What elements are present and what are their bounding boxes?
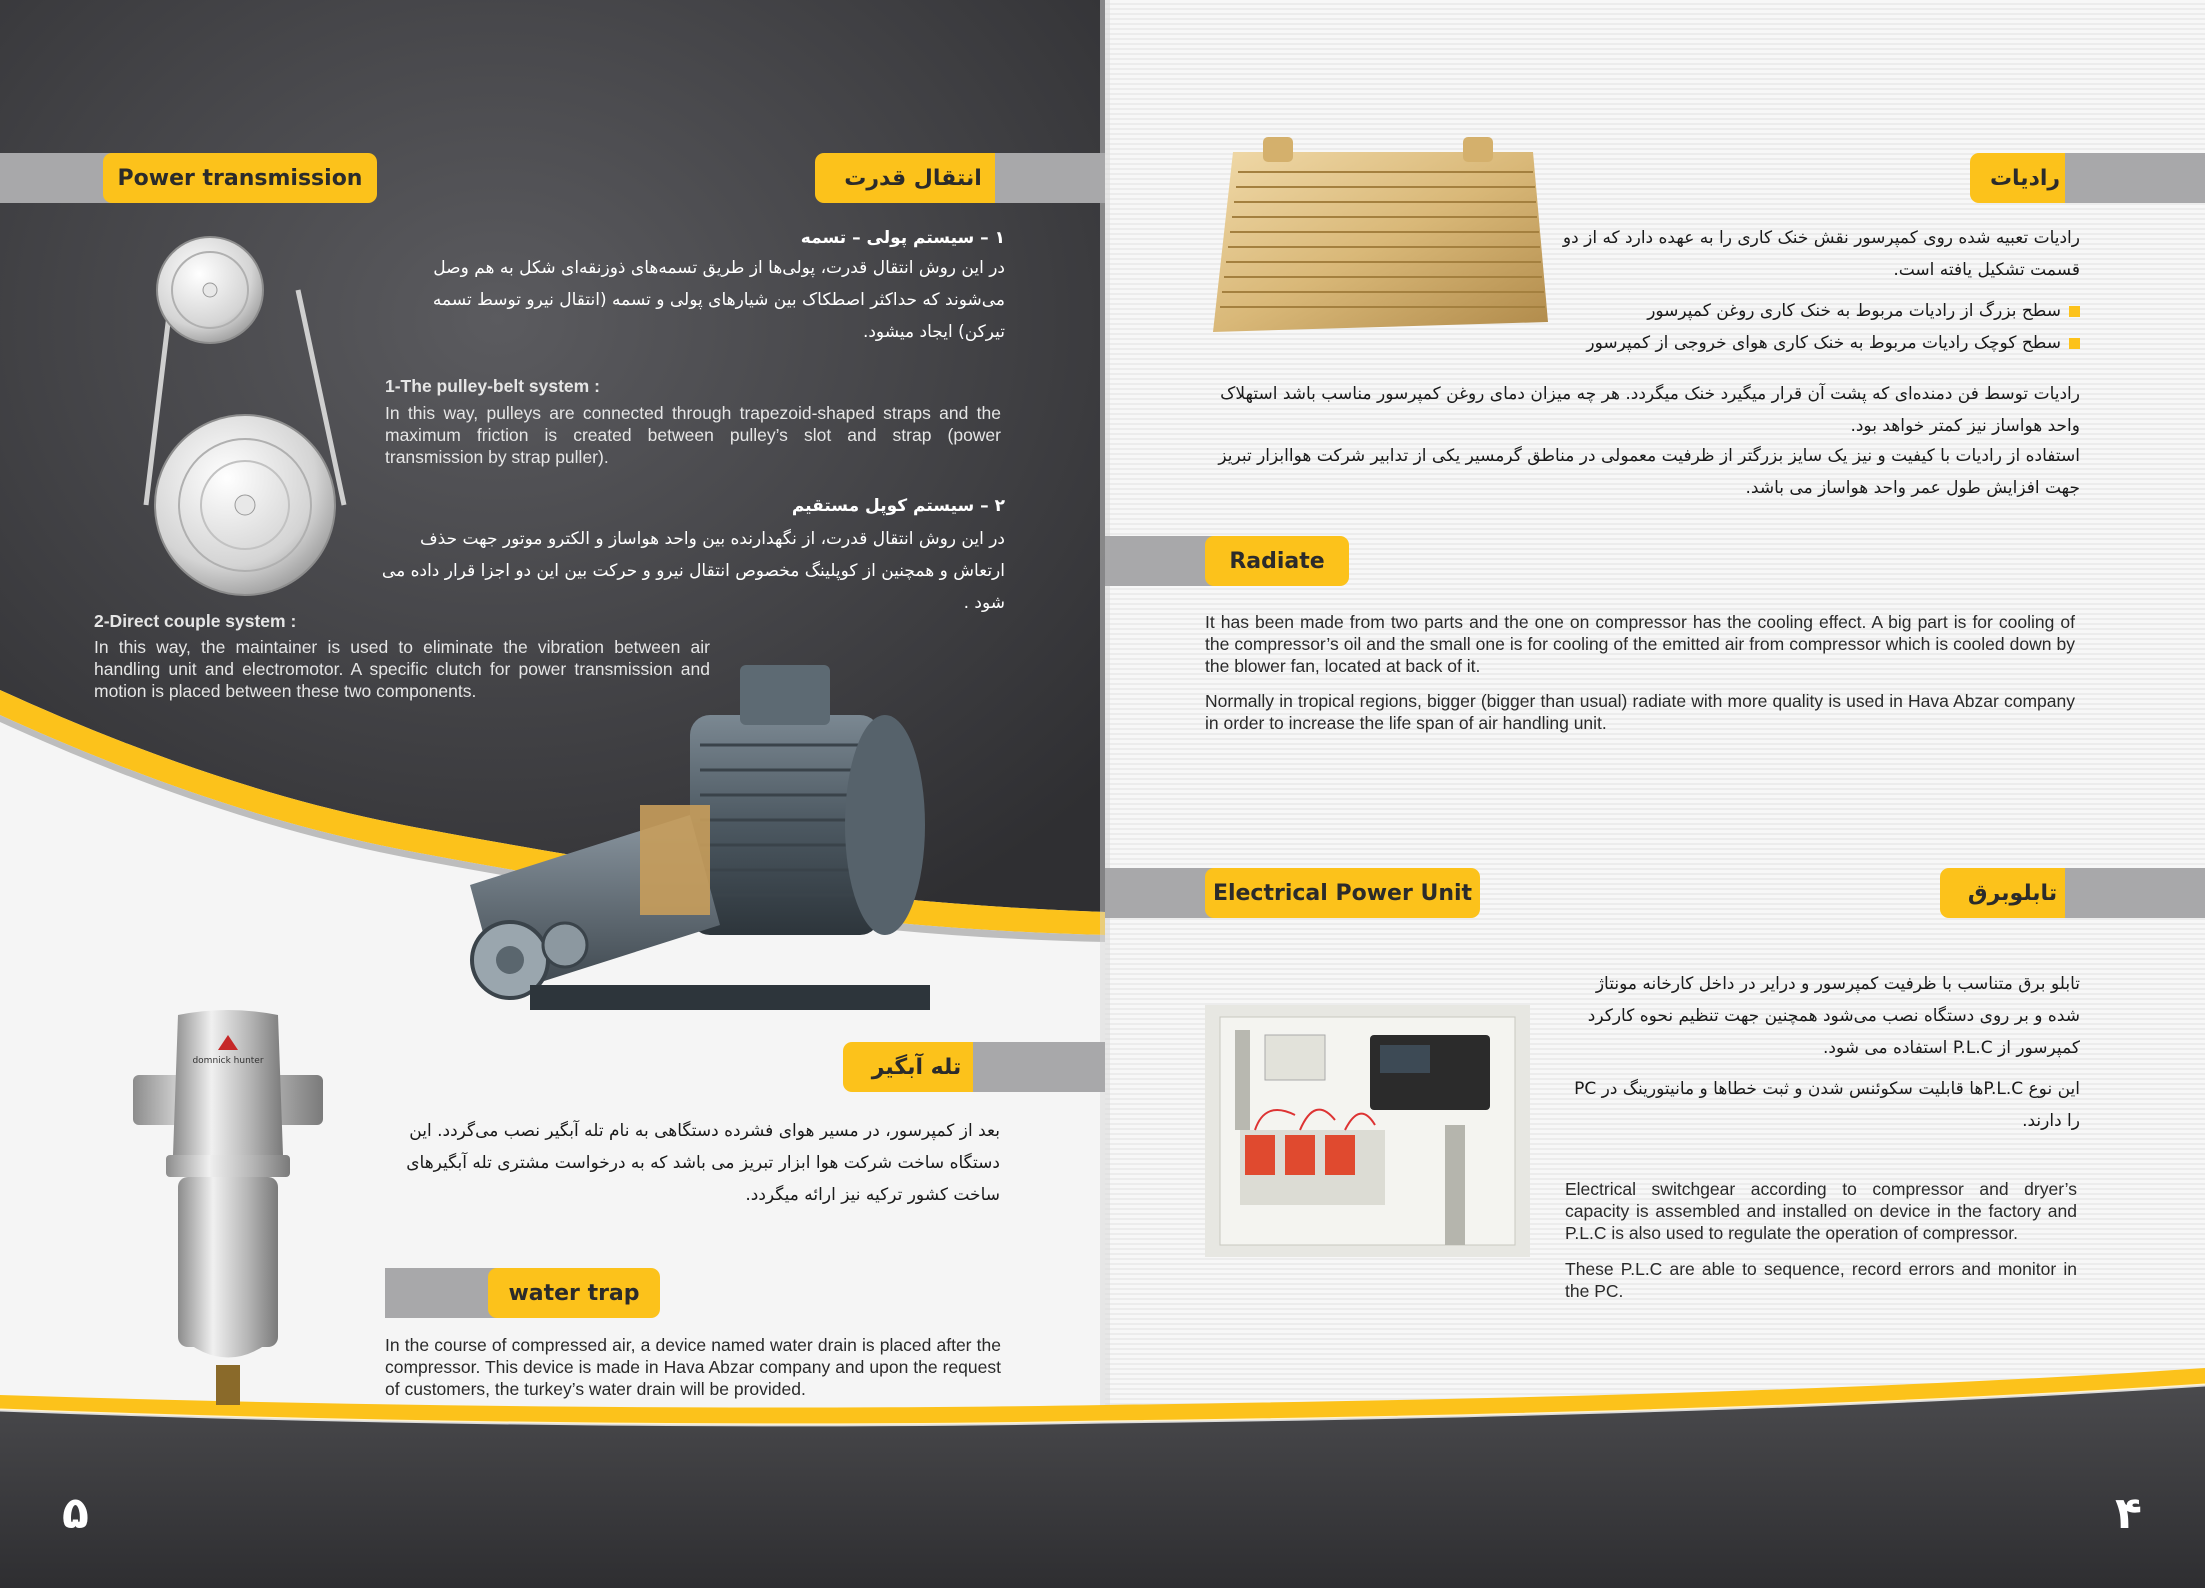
header-electrical-en: Electrical Power Unit [1105, 868, 1485, 918]
electrical-para1-fa: تابلو برق متناسب با ظرفیت کمپرسور و درایر در داخل کارخانه مونتاژ شده و بر روی دستگاه نصب می‌شود همچنین جهت تنظیم نحوه کارکرد کمپرسور از P.L.C استفاده می شود. [1587, 974, 2080, 1058]
radiator-para2-fa: رادیات توسط فن دمنده‌ای که پشت آن قرار میگیرد خنک میگردد. هر چه میزان دمای روغن کمپرسور مناسب باشد استهلاک واحد هواساز نیز کمتر خواهد بود. [1220, 384, 2080, 436]
header-water-trap-fa: تله آبگیر [843, 1042, 1105, 1092]
water-trap-body-en: In the course of compressed air, a device named water drain is placed after the compressor. This device is made in Hava Abzar company and upon the request of customers, the turkey’s water drain will be provided. [385, 1335, 1001, 1399]
header-water-trap-en: water trap [385, 1268, 675, 1318]
pulley-title-fa: ۱ – سیستم پولی – تسمه [800, 228, 1005, 248]
direct-body-fa: در این روش انتقال قدرت، از نگهدارنده بین واحد هواساز و الکترو موتور جهت حذف ارتعاش و همچنین از کوپلینگ مخصوص انتقال نیرو و حرکت بین این دو اجزا قرار داده می شود . [381, 529, 1005, 613]
electrical-panel-image [1205, 1005, 1530, 1257]
pulley-body-fa: در این روش انتقال قدرت، پولی‌ها از طریق تسمه‌های ذوزنقه‌ای شکل به هم وصل می‌شوند که حداکثر اصطکاک بین شیارهای پولی و تسمه (انتقال نیرو توسط تسمه تیرکن) ایجاد میشود. [432, 258, 1005, 342]
direct-title-fa: ۲ – سیستم کوپل مستقیم [791, 496, 1005, 516]
radiate-body1-en: It has been made from two parts and the one on compressor has the cooling effect. A big part is for cooling of the compressor’s oil and the small one is for cooling of the emitted air from compressor which is cooled down by the blower fan, located at back of it. [1205, 612, 2075, 676]
compressor-motor-image [440, 655, 1010, 1025]
page-number-left: ۵ [62, 1488, 89, 1539]
pulley-belt-illustration [130, 235, 360, 605]
bullet-square [2069, 306, 2080, 317]
pulley-body-en: In this way, pulleys are connected through trapezoid-shaped straps and the maximum friction is created between pulley’s slot and strap (power transmission by strap puller). [385, 403, 1001, 467]
header-power-transmission-en: Power transmission [0, 153, 380, 203]
radiator-bullet-1: سطح بزرگ از رادیات مربوط به خنک کاری روغن کمپرسور [1555, 295, 2080, 327]
radiator-bullet-2: سطح کوچک رادیات مربوط به خنک کاری هوای خروجی از کمپرسور [1520, 327, 2080, 359]
page-number-right: ۴ [2115, 1488, 2142, 1539]
pulley-title-en: 1-The pulley-belt system : [385, 376, 600, 396]
electrical-body2-en: These P.L.C are able to sequence, record errors and monitor in the PC. [1565, 1259, 2077, 1301]
radiator-intro-fa: رادیات تعبیه شده روی کمپرسور نقش خنک کاری را به عهده دارد که از دو قسمت تشکیل یافته است. [1562, 228, 2080, 280]
radiator-image [1203, 132, 1555, 352]
direct-body-en: In this way, the maintainer is used to eliminate the vibration between air handling unit and electromotor. A specific clutch for power transmission and motion is placed between these two components. [94, 637, 710, 701]
header-electrical-fa: تابلوبرق [1940, 868, 2205, 918]
water-trap-brand: domnick hunter [192, 1056, 264, 1066]
radiator-para3-fa: استفاده از رادیات با کیفیت و نیز یک سایز بزرگتر از ظرفیت معمولی در مناطق گرمسیر یکی از تدابیر شرکت هواابزار تبریز جهت افزایش طول عمر واحد هواساز می باشد. [1218, 446, 2080, 498]
electrical-body1-en: Electrical switchgear according to compressor and dryer’s capacity is assembled and installed on device in the factory and P.L.C is also used to regulate the operation of compressor. [1565, 1179, 2077, 1243]
electrical-para2-fa: این نوع P.L.Cها قابلیت سکوئنس شدن و ثبت خطاها و مانیتورینگ در PC را دارند. [1574, 1079, 2080, 1131]
water-trap-body-fa: بعد از کمپرسور، در مسیر هوای فشرده دستگاهی به نام تله آبگیر نصب می‌گردد. این دستگاه ساخت شرکت هوا ابزار تبریز می باشد که به درخواست مشتری تله آبگیرهای ساخت کشور ترکیه نیز ارائه میگردد. [406, 1121, 1000, 1205]
header-power-transmission-fa: انتقال قدرت [810, 153, 1105, 203]
header-radiate-en: Radiate [1105, 536, 1350, 586]
radiate-body2-en: Normally in tropical regions, bigger (bigger than usual) radiate with more quality is used in Hava Abzar company in order to increase the life span of air handling unit. [1205, 691, 2075, 733]
water-trap-image [128, 1005, 328, 1415]
direct-title-en: 2-Direct couple system : [94, 611, 297, 631]
header-radiator-fa: رادیات [1970, 153, 2205, 203]
bullet-square [2069, 338, 2080, 349]
